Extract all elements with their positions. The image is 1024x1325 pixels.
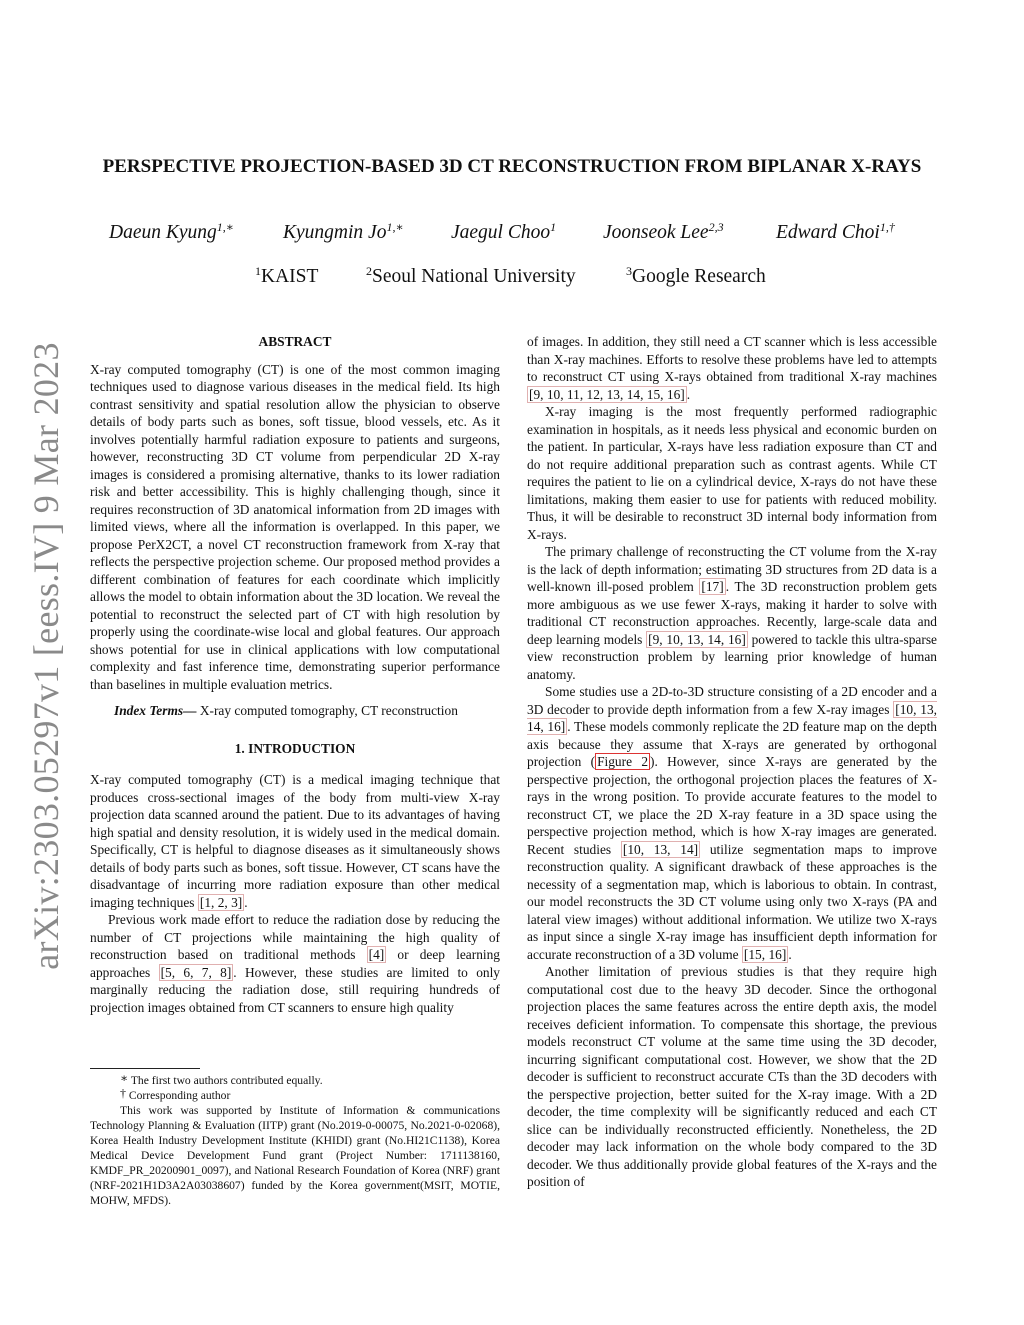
citation-link[interactable]: [9, 10, 13, 14, 16] — [648, 631, 746, 647]
citation-link[interactable]: [9, 10, 11, 12, 13, 14, 15, 16] — [529, 386, 685, 402]
citation-link[interactable]: [1, 2, 3] — [199, 894, 243, 910]
citation-link[interactable]: [10, 13, 14] — [622, 841, 699, 857]
funding-note: This work was supported by Institute of Information & communications Technology Planning & Evaluation (IITP) grant (No.2019-0-00075, No.2021-0-02068), Korea Health Industry Development Institute (KHIDI) grant (No.HI21C1138), Korea Medical Device Development Fund grant (Project Number: 1711138160, KMDF_PR_20200901_0097), and National Research Foundation of Korea (NRF) grant (NRF-2021H1D3A2A03038607) funded by the Korea government(MSIT, MOTIE, MOHW, MFDS). — [90, 1104, 500, 1207]
author: Kyungmin $Jo^{1,∗}$ — [283, 220, 404, 243]
author-list — [95, 222, 935, 248]
affiliation-list — [95, 266, 935, 292]
footnote: † Corresponding author — [120, 1086, 231, 1102]
body-paragraph: X-ray imaging is the most frequently performed radiographic examination in hospitals, as it needs less physical and economic burden on the patient. In particular, X-rays have less radiation exposure than CT and do not require additional preparation such as contrast agents. While CT requires the patient to lie on a cylindrical device, X-rays do not have these limitations, making them easier to use for patients with reduced mobility. Thus, it will be desirable to reconstruct 3D internal body information from X-rays. — [527, 404, 937, 542]
body-paragraph: of images. In addition, they still need a CT scanner which is less accessible than X-ray machines. Efforts to resolve these problems have led to attempts to reconstruct CT using X-rays obtained from traditional X-ray machines [9, 10, 11, 12, 13, 14, 15, 16] . — [527, 334, 937, 402]
author: Jaegul Choo$^1$ — [451, 220, 557, 243]
citation-link[interactable]: [10, 13, 14, 16] — [527, 701, 937, 734]
index-terms: Index Terms— X-ray computed tomography, CT reconstruction — [114, 703, 458, 718]
footnote: ∗ The first two authors contributed equally. — [120, 1071, 323, 1087]
abstract-heading: ABSTRACT — [258, 334, 332, 349]
abstract-text: X-ray computed tomography (CT) is one of the most common imaging techniques used to diagnose various diseases in the medical field. Its high contrast sensitivity and spatial resolution allow the physician to observe details of body parts such as bones, soft tissue, blood vessels, etc. As it involves potentially harmful radiation exposure to patients and surgeons, however, reconstructing 3D CT volume from perpendicular 2D X-ray images is considered a promising alternative, thanks to its lower radiation risk and better accessibility. This is highly challenging though, since it requires reconstruction of 3D anatomical information from 2D images with limited views, where all the information is overlapped. In this paper, we propose PerX2CT, a novel CT reconstruction framework from X-ray that reflects the perspective projection scheme. Our proposed method provides a different combination of features for each coordinate which implicitly allows the model to obtain information about the 3D location. We reveal the potential to reconstruct the selected part of CT with high resolution by properly using the coordinate-wise local and global features. Our approach shows potential for use in clinical applications with low computational complexity and fast inference time, demonstrating superior performance than baselines in multiple evaluation metrics. — [90, 361, 500, 692]
body-paragraph: Another limitation of previous studies is that they require high computational cost due to the heavy 3D decoder. Since the orthogonal projection places the same features across the entire depth axis, the model receives deficient information. To compensate this shortage, the previous models reconstruct CT volume at the same time using the 3D decoder, incurring significant computational cost. However, we show that the 2D decoder is sufficient to reconstruct accurate CTs than the 3D decoders with the perspective projection, better suited for the X-ray image. With a 2D decoder, the time complexity will be significantly reduced and each CT slice can be individually reconstructed efficiently. Nonetheless, the 2D decoder may lack information on the whole body compared to the 3D decoder. We thus additionally provide global features of the X-rays and the position of — [527, 964, 937, 1189]
citation-link[interactable]: [5, 6, 7, 8] — [160, 964, 232, 980]
citation-link[interactable]: [15, 16] — [743, 946, 787, 962]
footnotes — [90, 1073, 500, 1208]
author: Joonseok Lee$^{2,3}$ — [603, 220, 724, 243]
citation-link[interactable]: [17] — [701, 579, 724, 594]
author: Daeun Kyung$^{1,∗}$ — [109, 220, 234, 243]
footnote-rule — [90, 1068, 200, 1069]
affiliation: $^1$KAIST — [255, 264, 319, 287]
arxiv-identifier: arXiv:2303.05297v1 [eess.IV] 9 Mar 2023 — [26, 342, 66, 970]
citation-link[interactable]: [4] — [368, 947, 385, 962]
author: Edward Choi$^{1,\dagger}$ — [776, 220, 895, 243]
intro-paragraph: X-ray computed tomography (CT) is a medical imaging technique that produces cross-sectional images of the body from multi-view X-ray projection data scanned around the patient. Due to its advantages of having high spatial and density resolution, it is widely used in the medical domain. Specifically, CT is helpful to diagnose diseases as it simultaneously shows details of body parts such as bones, soft tissue. However, CT scans have the disadvantage of incurring more radiation exposure than other medical imaging techniques [1, 2, 3] . — [90, 772, 500, 910]
body-paragraph: Some studies use a 2D-to-3D structure consisting of a 2D encoder and a 3D decoder to provide depth information from a few X-ray images [10, 13, 14, 16] . These models commonly replicate the 2D feature map on the depth axis because they assume that X-rays are generated by orthogonal projection ( Figure 2 ). However, since X-rays are generated by the perspective projection, the orthogonal projection places the features of X-rays in the wrong position. To provide accurate features to the model to reconstruct CT, we place the 2D X-ray feature in a 3D space using the perspective projection method, which is how X-ray images are generated. Recent studies [10, 13, 14] utilize segmentation maps to improve reconstruction quality. A significant drawback of these approaches is the necessity of a segmentation map, which is laborious to obtain. In contrast, our model reconstructs the 3D CT volume using only two X-rays (PA and lateral view images) without additional information. We utilize two X-rays as input since a single X-ray image has insufficient depth information for accurate reconstruction of a 3D volume [15, 16] . — [527, 684, 937, 962]
left-column — [90, 333, 500, 1016]
figure-link[interactable]: Figure 2 — [597, 754, 649, 769]
affiliation: $^3$Google Research — [626, 264, 766, 287]
paper-title: PERSPECTIVE PROJECTION-BASED 3D CT RECONSTRUCTION FROM BIPLANAR X-RAYS — [102, 156, 922, 177]
introduction-heading: 1. INTRODUCTION — [234, 740, 356, 756]
body-paragraph: The primary challenge of reconstructing the CT volume from the X-ray is the lack of depth information; estimating 3D structures from 2D data is a well-known ill-posed problem [17] . The 3D reconstruction problem gets more ambiguous as we use fewer X-rays, making it harder to solve with traditional CT reconstruction approaches. Recently, large-scale data and deep learning models [9, 10, 13, 14, 16] powered to tackle this ultra-sparse view reconstruction problem by learning prior knowledge of human anatomy. — [527, 544, 937, 682]
intro-paragraph: Previous work made effort to reduce the radiation dose by reducing the number of CT projections while maintaining the high quality of reconstruction based on traditional methods [4] or deep learning approaches [5, 6, 7, 8] . However, these studies are limited to only marginally reducing the radiation dose, still requiring hundreds of projection images obtained from CT scanners to ensure high quality — [90, 912, 500, 1015]
right-column — [527, 333, 937, 1191]
affiliation: $^2$Seoul National University — [366, 264, 576, 287]
